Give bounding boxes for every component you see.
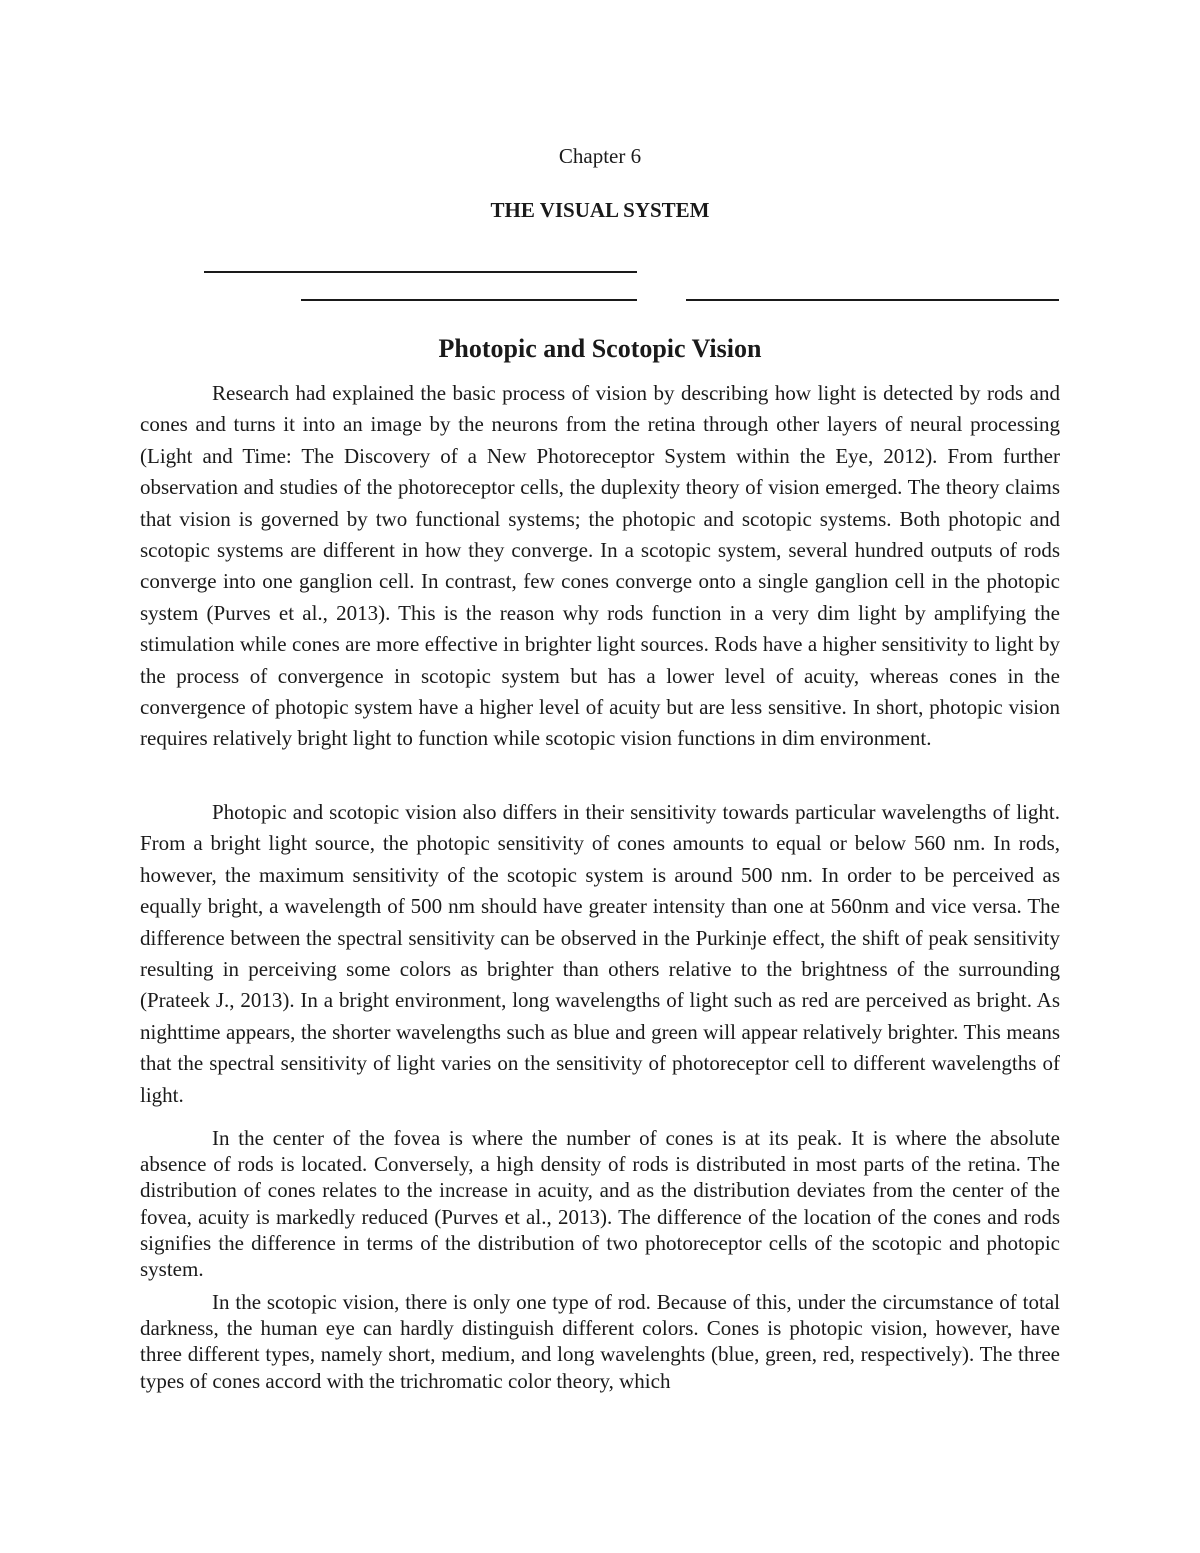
paragraph-3: In the center of the fovea is where the number of cones is at its peak. It is where the absolute absence of rods is located. Conversely, a high density of rods is distributed in most parts of the retina. The distribution of cones relates to the increase in acuity, and as the distribution deviates from the center of the fovea, acuity is markedly reduced (Purves et al., 2013). The difference of the location of the cones and rods signifies the difference in terms of the distribution of two photoreceptor cells of the scotopic and photopic system. [140, 1126, 1060, 1282]
blank-line-3 [686, 299, 1059, 301]
paragraph-2: Photopic and scotopic vision also differs in their sensitivity towards particular wavelengths of light. From a bright light source, the photopic sensitivity of cones amounts to equal or below 560 nm. In rods, however, the maximum sensitivity of the scotopic system is around 500 nm. In order to be perceived as equally bright, a wavelength of 500 nm should have greater intensity than one at 560nm and vice versa. The difference between the spectral sensitivity can be observed in the Purkinje effect, the shift of peak sensitivity resulting in perceiving some colors as brighter than others relative to the brightness of the surrounding (Prateek J., 2013). In a bright environment, long wavelengths of light such as red are perceived as bright. As nighttime appears, the shorter wavelengths such as blue and green will appear relatively brighter. This means that the spectral sensitivity of light varies on the sensitivity of photoreceptor cell to different wavelengths of light. [140, 800, 1060, 1107]
chapter-label: Chapter 6 [558, 144, 642, 168]
chapter-title: THE VISUAL SYSTEM [490, 198, 710, 222]
paragraph-1: Research had explained the basic process of vision by describing how light is detected by rods and cones and turns it into an image by the neurons from the retina through other layers of neural processing (Light and Time: The Discovery of a New Photoreceptor System within the Eye, 2012). From further observation and studies of the photoreceptor cells, the duplexity theory of vision emerged. The theory claims that vision is governed by two functional systems; the photopic and scotopic systems. Both photopic and scotopic systems are different in how they converge. In a scotopic system, several hundred outputs of rods converge into one ganglion cell. In contrast, few cones converge onto a single ganglion cell in the photopic system (Purves et al., 2013). This is the reason why rods function in a very dim light by amplifying the stimulation while cones are more effective in brighter light sources. Rods have a higher sensitivity to light by the process of convergence in scotopic system but has a lower level of acuity, whereas cones in the convergence of photopic system have a higher level of acuity but are less sensitive. In short, photopic vision requires relatively bright light to function while scotopic vision functions in dim environment. [140, 381, 1060, 751]
paragraph-4: In the scotopic vision, there is only one type of rod. Because of this, under the circumstance of total darkness, the human eye can hardly distinguish different colors. Cones is photopic vision, however, have three different types, namely short, medium, and long wavelenghts (blue, green, red, respectively). The three types of cones accord with the trichromatic color theory, which [140, 1290, 1060, 1393]
blank-line-2 [301, 299, 637, 301]
blank-line-1 [204, 271, 637, 273]
section-heading: Photopic and Scotopic Vision [438, 334, 762, 363]
